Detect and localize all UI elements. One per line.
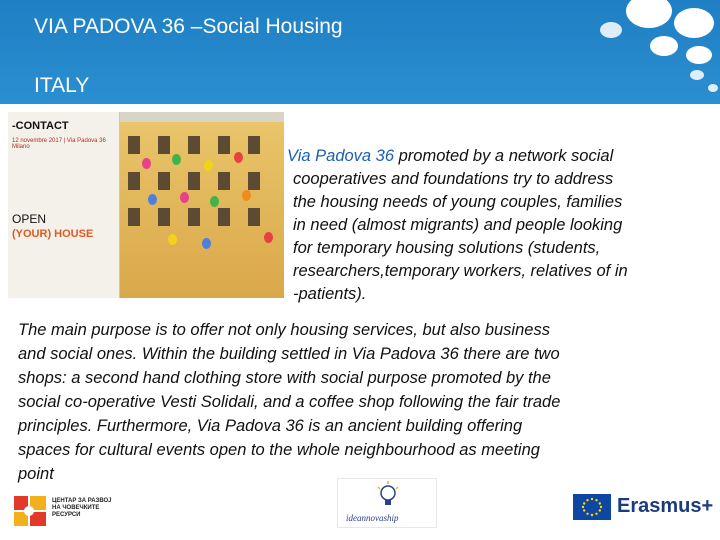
balloon-decoration [168,234,177,245]
window [128,136,140,154]
footer-logos [0,472,720,540]
window [188,172,200,190]
intro-line: for temporary housing solutions (students, [293,239,601,257]
balloon-decoration [142,158,151,169]
decor-bubble [674,8,714,38]
balloon-decoration [264,232,273,243]
main-line: The main purpose is to offer not only housing services, but also business [18,321,550,339]
window [248,208,260,226]
event-poster [8,112,120,298]
balloon-decoration [172,154,181,165]
window [218,136,230,154]
ideannovaship-logo-text: ideannovaship [346,513,399,523]
window [248,136,260,154]
window [158,208,170,226]
main-line: and social ones. Within the building settled in Via Padova 36 there are two [18,345,560,363]
balloon-decoration [210,196,219,207]
balloon-decoration [180,192,189,203]
main-line: shops: a second hand clothing store with social purpose promoted by the [18,369,551,387]
balloon-decoration [242,190,251,201]
window [188,208,200,226]
balloon-decoration [148,194,157,205]
window [158,172,170,190]
intro-line: -patients). [293,285,367,303]
window [218,172,230,190]
main-line: point [18,465,54,483]
eu-flag-icon [573,494,611,520]
intro-line: Via Padova 36 promoted by a network social [287,147,614,165]
hr-center-logo-text: ЦЕНТАР ЗА РАЗВОЈ НА ЧОВЕЧКИТЕ РЕСУРСИ [52,498,112,518]
decor-bubble [626,0,672,28]
intro-line: in need (almost migrants) and people looking [293,216,623,234]
window [158,136,170,154]
decor-bubble [600,22,622,38]
main-line: spaces for cultural events open to the whole neighbourhood as meeting [18,441,540,459]
decor-bubble [650,36,678,56]
window [218,208,230,226]
intro-line: the housing needs of young couples, families [293,193,623,211]
title-banner [0,0,720,104]
window [128,208,140,226]
main-line: principles. Furthermore, Via Padova 36 is an ancient building offering [18,417,523,435]
window [248,172,260,190]
intro-paragraph [287,145,712,306]
intro-line: cooperatives and foundations try to address [293,170,614,188]
erasmus-plus-logo [573,492,713,522]
decor-bubble [686,46,712,64]
window [128,172,140,190]
balloon-decoration [204,160,213,171]
erasmus-plus-text: Erasmus+ [617,495,714,517]
hr-center-logo [12,494,122,528]
hr-center-logo-icon [12,494,48,528]
balloon-decoration [202,238,211,249]
intro-line: researchers,temporary workers, relatives of in [293,262,628,280]
main-paragraph [18,318,708,486]
poster-open: OPEN [12,212,47,226]
slide-subtitle: ITALY [34,74,90,97]
poster-house: (YOUR) HOUSE [12,228,94,240]
poster-heading: -CONTACT [12,120,69,132]
slide-title: VIA PADOVA 36 –Social Housing [34,15,343,38]
balloon-decoration [234,152,243,163]
building-photo [8,112,284,298]
lightbulb-icon [338,479,438,511]
ideannovaship-logo [337,478,437,528]
poster-date: 12 novembre 2017 | Via Padova 36 Milano [12,138,106,150]
via-padova-link[interactable]: Via Padova 36 [287,147,395,165]
decor-bubble [690,70,704,80]
decor-bubble [708,84,718,92]
window [188,136,200,154]
main-line: social co-operative Vesti Solidali, and a coffee shop following the fair trade [18,393,561,411]
